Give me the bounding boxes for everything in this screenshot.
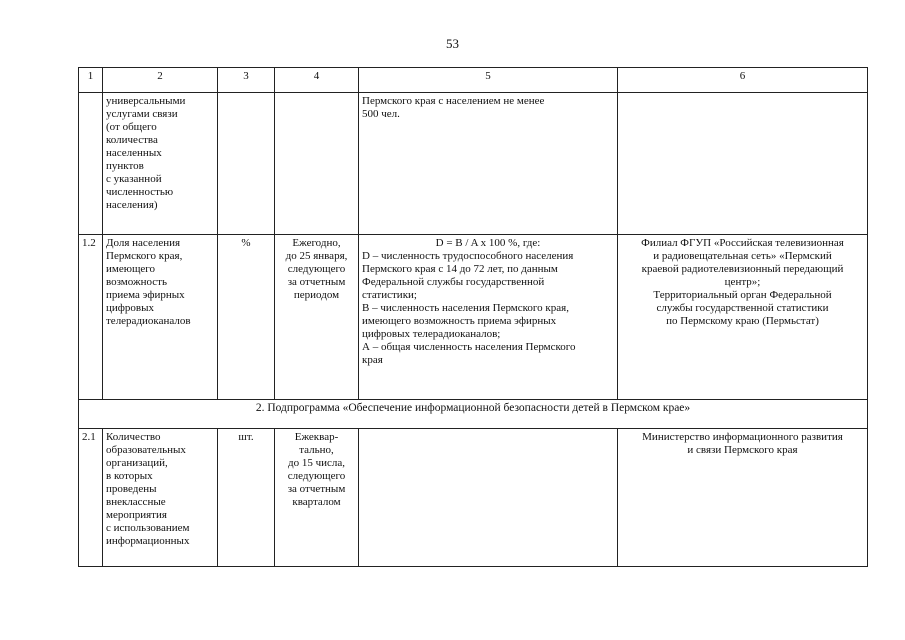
cell-source xyxy=(618,429,868,567)
table-row-1-2 xyxy=(79,235,868,400)
text-line: Пермского края с 14 до 72 лет, по данным xyxy=(362,263,558,275)
column-header-3: 3 xyxy=(218,68,275,93)
text-line: тально, xyxy=(299,444,334,456)
text-line: имеющего возможность приема эфирных xyxy=(362,315,557,327)
text-line: кварталом xyxy=(292,496,341,508)
cell-source xyxy=(618,93,868,235)
text-line: Ежеквар- xyxy=(294,431,339,443)
indicators-table xyxy=(78,67,868,567)
text-line: В – численность населения Пермского края, xyxy=(362,302,569,314)
text-line: образовательных xyxy=(106,444,186,456)
text-line: с указанной xyxy=(106,173,162,185)
text-line: универсальными xyxy=(106,95,186,107)
text-line: Доля населения xyxy=(106,237,181,249)
text-line: края xyxy=(362,354,383,366)
text-line: внеклассные xyxy=(106,496,166,508)
formula: D = B / A x 100 %, где: xyxy=(435,237,541,249)
text-line: пунктов xyxy=(106,160,144,172)
text-line: за отчетным xyxy=(287,276,346,288)
text-line: (от общего xyxy=(106,121,157,133)
cell-method xyxy=(359,235,618,400)
text-line: до 15 числа, xyxy=(287,457,346,469)
table-row-continuation xyxy=(79,93,868,235)
cell-number: 1.2 xyxy=(79,235,103,400)
text-line: цифровых телерадиоканалов; xyxy=(362,328,501,340)
table-row-2-1 xyxy=(79,429,868,567)
text-line: Пермского края с населением не менее xyxy=(362,95,545,107)
text-line: цифровых xyxy=(106,302,154,314)
cell-indicator-name xyxy=(103,235,218,400)
text-line: следующего xyxy=(287,470,346,482)
cell-period xyxy=(275,93,359,235)
cell-unit: % xyxy=(218,235,275,400)
section-heading-row xyxy=(79,400,868,429)
cell-period xyxy=(275,429,359,567)
section-heading: 2. Подпрограмма «Обеспечение информационной безопасности детей в Пермском крае» xyxy=(79,400,868,429)
cell-number xyxy=(79,93,103,235)
text-line: Филиал ФГУП «Российская телевизионная xyxy=(641,237,844,249)
cell-unit xyxy=(218,93,275,235)
text-line: населенных xyxy=(106,147,162,159)
text-line: количества xyxy=(106,134,158,146)
cell-indicator-name xyxy=(103,93,218,235)
text-line: услугами связи xyxy=(106,108,178,120)
cell-method xyxy=(359,93,618,235)
text-line: Количество xyxy=(106,431,161,443)
column-header-4: 4 xyxy=(275,68,359,93)
cell-source xyxy=(618,235,868,400)
cell-unit: шт. xyxy=(218,429,275,567)
page-number: 53 xyxy=(446,36,459,51)
text-line: Пермского края, xyxy=(106,250,183,262)
text-line: А – общая численность населения Пермского xyxy=(362,341,576,353)
text-line: краевой радиотелевизионный передающий xyxy=(641,263,844,275)
text-line: статистики; xyxy=(362,289,417,301)
column-header-5: 5 xyxy=(359,68,618,93)
text-line: Территориальный орган Федеральной xyxy=(653,289,832,301)
text-line: численностью xyxy=(106,186,174,198)
text-line: до 25 января, xyxy=(285,250,348,262)
text-line: 500 чел. xyxy=(362,108,400,120)
cell-indicator-name xyxy=(103,429,218,567)
column-header-1: 1 xyxy=(79,68,103,93)
text-line: проведены xyxy=(106,483,157,495)
text-line: Ежегодно, xyxy=(292,237,341,249)
text-line: возможность xyxy=(106,276,167,288)
text-line: телерадиоканалов xyxy=(106,315,191,327)
cell-period xyxy=(275,235,359,400)
text-line: по Пермскому краю (Пермьстат) xyxy=(666,315,819,327)
text-line: Министерство информационного развития xyxy=(642,431,843,443)
table-header-row xyxy=(79,68,868,93)
text-line: с использованием xyxy=(106,522,190,534)
text-line: за отчетным xyxy=(287,483,346,495)
column-header-6: 6 xyxy=(618,68,868,93)
text-line: периодом xyxy=(293,289,340,301)
text-line: информационных xyxy=(106,535,190,547)
text-line: и радиовещательная сеть» «Пермский xyxy=(653,250,832,262)
text-line: D – численность трудоспособного населения xyxy=(362,250,574,262)
text-line: в которых xyxy=(106,470,153,482)
text-line: центр»; xyxy=(724,276,761,288)
cell-method xyxy=(359,429,618,567)
text-line: Федеральной службы государственной xyxy=(362,276,545,288)
text-line: службы государственной статистики xyxy=(656,302,829,314)
text-line: мероприятия xyxy=(106,509,167,521)
text-line: приема эфирных xyxy=(106,289,185,301)
text-line: имеющего xyxy=(106,263,156,275)
text-line: и связи Пермского края xyxy=(687,444,798,456)
text-line: населения) xyxy=(106,199,158,211)
column-header-2: 2 xyxy=(103,68,218,93)
text-line: организаций, xyxy=(106,457,168,469)
text-line: следующего xyxy=(287,263,346,275)
cell-number: 2.1 xyxy=(79,429,103,567)
